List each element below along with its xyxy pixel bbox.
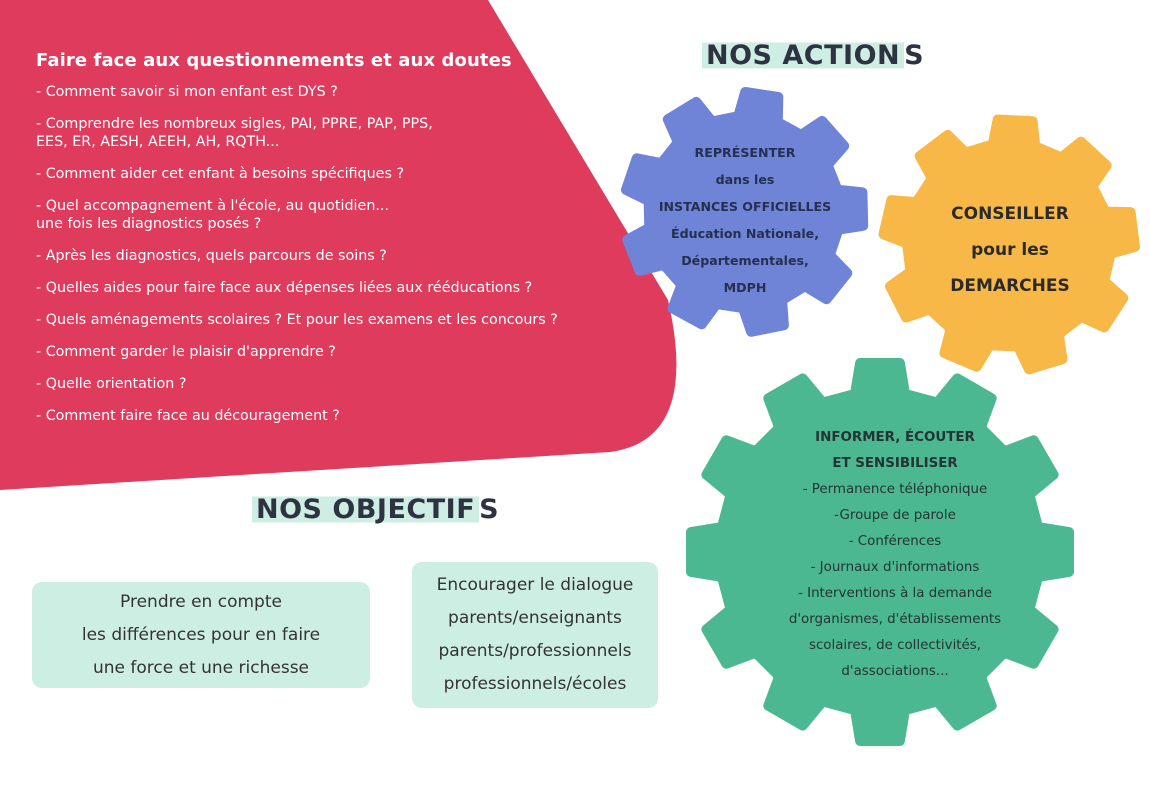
inform-line: - Conférences — [848, 534, 942, 549]
actions-heading — [702, 40, 924, 71]
represent-line: Éducation Nationale, — [670, 226, 820, 241]
objective-line: Encourager le dialogue — [436, 575, 634, 595]
inform-line: scolaires, de collectivités, — [808, 638, 982, 653]
conseil-line: CONSEILLER — [951, 204, 1069, 224]
conseil-line: pour les — [971, 240, 1049, 260]
represent-line: dans les — [715, 172, 775, 187]
doubt-item: - Quels aménagements scolaires ? Et pour les examens et les concours ? — [36, 312, 558, 328]
inform-line: -Groupe de parole — [834, 508, 956, 523]
doubt-item: - Quel accompagnement à l'école, au quotidien... une fois les diagnostics posés ? — [36, 198, 390, 232]
doubt-item: - Comment savoir si mon enfant est DYS ? — [36, 84, 338, 100]
represent-block — [640, 140, 850, 300]
doubt-item: - Quelles aides pour faire face aux dépenses liées aux rééducations ? — [36, 280, 533, 296]
objective-line: Prendre en compte — [120, 591, 282, 612]
doubt-item: - Comment garder le plaisir d'apprendre ? — [36, 344, 336, 360]
inform-heading-line: INFORMER, ÉCOUTER — [815, 430, 975, 445]
objective-line: professionnels/écoles — [443, 674, 627, 694]
actions-heading-end: S — [904, 40, 925, 71]
doubts-section — [36, 50, 656, 439]
doubts-list — [36, 83, 656, 425]
objective-box-dialogue — [412, 562, 658, 708]
objective-line: parents/professionnels — [438, 641, 632, 661]
objective-line: une force et une richesse — [92, 657, 310, 678]
doubt-item: - Après les diagnostics, quels parcours de soins ? — [36, 248, 387, 264]
objective-box-differences — [32, 582, 370, 688]
inform-heading-line: ET SENSIBILISER — [832, 456, 958, 471]
represent-line: INSTANCES OFFICIELLES — [658, 199, 832, 214]
objectives-heading-end: S — [479, 494, 500, 525]
doubts-title: Faire face aux questionnements et aux doutes — [36, 50, 512, 71]
inform-block — [730, 425, 1060, 690]
objectives-heading-main: NOS OBJECTIF — [252, 494, 479, 525]
inform-line: - Interventions à la demande — [798, 586, 992, 601]
actions-heading-main: NOS ACTION — [702, 40, 904, 71]
conseil-block — [900, 190, 1120, 310]
inform-line: - Permanence téléphonique — [802, 482, 988, 497]
inform-line: - Journaux d'informations — [810, 560, 980, 575]
doubt-item: - Comment aider cet enfant à besoins spécifiques ? — [36, 166, 405, 182]
doubt-item: - Comprendre les nombreux sigles, PAI, PPRE, PAP, PPS, EES, ER, AESH, AEEH, AH, RQTH... — [36, 116, 433, 150]
objectives-heading — [252, 494, 499, 525]
doubt-item: - Comment faire face au découragement ? — [36, 408, 340, 424]
conseil-line: DEMARCHES — [950, 276, 1070, 296]
represent-line: REPRÉSENTER — [694, 145, 796, 160]
objective-line: parents/enseignants — [448, 608, 622, 628]
doubt-item: - Quelle orientation ? — [36, 376, 187, 392]
represent-line: Départementales, — [681, 253, 809, 268]
represent-line: MDPH — [723, 280, 767, 295]
inform-line: d'associations... — [841, 664, 949, 679]
objective-line: les différences pour en faire — [81, 624, 321, 645]
inform-line: d'organismes, d'établissements — [788, 612, 1002, 627]
